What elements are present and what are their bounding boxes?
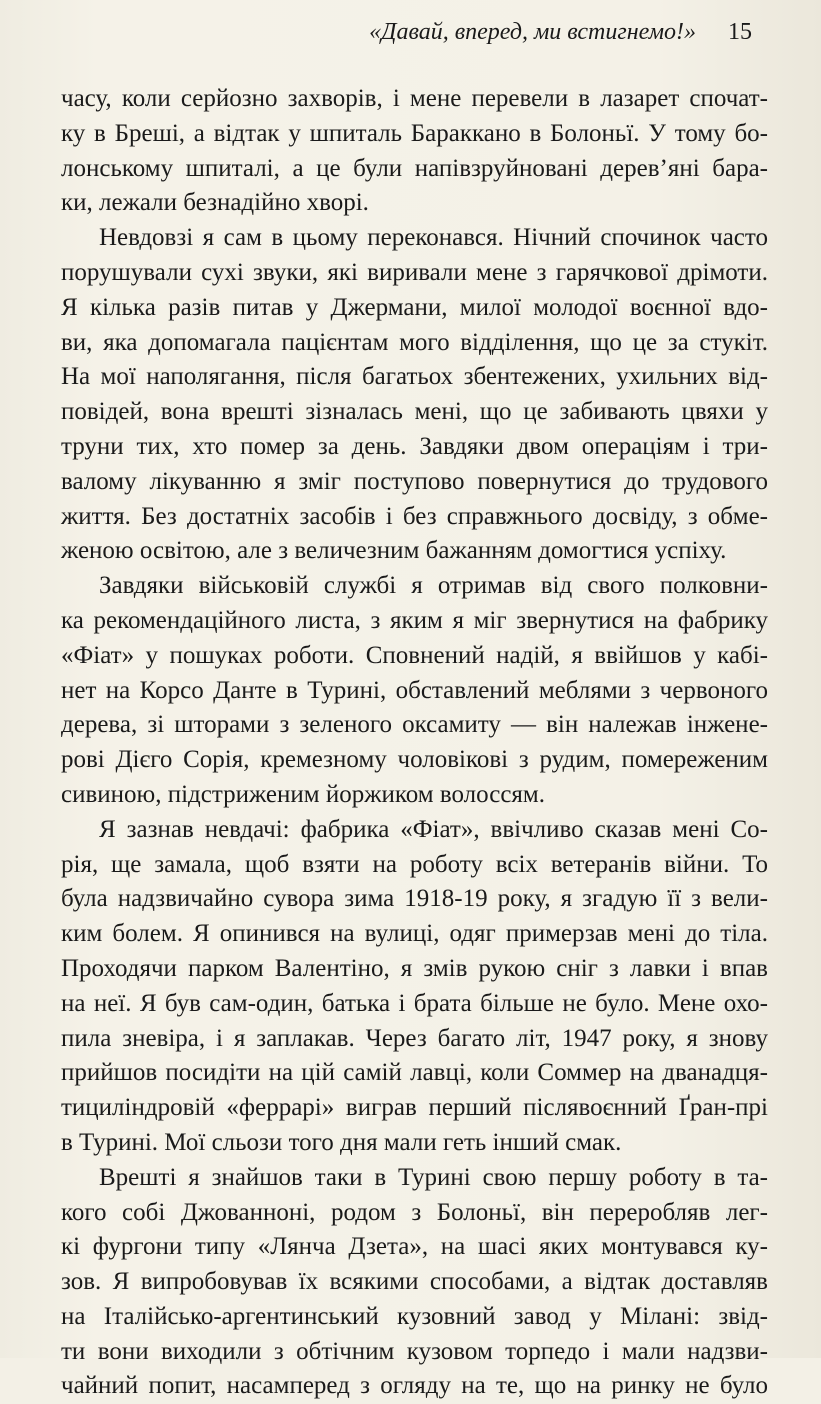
text-line: ти вони виходили з обтічним кузовом торпедо і мали надзви- xyxy=(61,1337,768,1365)
text-line: валому лікуванню я зміг поступово повернутися до трудового xyxy=(61,467,768,495)
paragraph-2 xyxy=(61,221,768,569)
text-line: на неї. Я був сам-один, батька і брата більше не було. Мене охо- xyxy=(61,989,768,1017)
text-line: Врешті я знайшов таки в Турині свою першу роботу в та- xyxy=(99,1163,768,1191)
paragraph-4 xyxy=(61,813,768,1161)
text-line: пила зневіра, і я заплакав. Через багато літ, 1947 року, я знову xyxy=(61,1024,768,1052)
text-line: ка рекомендаційного листа, з яким я міг звернутися на фабрику xyxy=(61,606,768,634)
text-line: кого собі Джованноні, родом з Болоньї, він переробляв лег- xyxy=(61,1198,768,1226)
text-line: зов. Я випробовував їх всякими способами, а відтак доставляв xyxy=(61,1268,768,1296)
text-line: лонському шпиталі, а це були напівзруйновані дерев’яні бара- xyxy=(61,154,768,182)
text-line: була надзвичайно сувора зима 1918-19 року, я згадую її з вели- xyxy=(61,885,768,913)
text-line: повідей, вона врешті зізналась мені, що це забивають цвяхи у xyxy=(61,398,768,426)
text-line: прийшов посидіти на цій самій лавці, коли Соммер на дванадця- xyxy=(61,1059,768,1087)
running-header xyxy=(0,16,752,48)
text-line: тициліндровій «феррарі» виграв перший післявоєнний Ґран-прі xyxy=(61,1094,768,1122)
text-line: сивиною, підстриженим йоржиком волоссям. xyxy=(61,780,545,808)
text-line: На мої наполягання, після багатьох збентежених, ухильних від- xyxy=(61,363,768,391)
text-line: рія, ще замала, щоб взяти на роботу всіх ветеранів війни. То xyxy=(61,850,768,878)
text-line: «Фіат» у пошуках роботи. Сповнений надій, я ввійшов у кабі- xyxy=(61,641,768,669)
text-line: на Італійсько-аргентинський кузовний завод у Мілані: звід- xyxy=(61,1302,768,1330)
text-line: порушували сухі звуки, які виривали мене з гарячкової дрімоти. xyxy=(61,258,768,286)
page-number: 15 xyxy=(728,19,752,45)
text-line: труни тих, хто помер за день. Завдяки двом операціям і три- xyxy=(61,432,768,460)
text-line: Завдяки військовій службі я отримав від свого полковни- xyxy=(99,572,768,600)
text-line: ви, яка допомагала пацієнтам мого відділення, що це за стукіт. xyxy=(61,328,768,356)
body-text xyxy=(61,82,768,1404)
running-title: «Давай, вперед, ми встигнемо!» xyxy=(369,19,696,45)
paragraph-3 xyxy=(61,569,768,813)
text-line: дерева, зі шторами з зеленого оксамиту — він належав інжене- xyxy=(61,711,768,739)
text-line: Проходячи парком Валентіно, я змів рукою сніг з лавки і впав xyxy=(61,954,768,982)
text-line: кі фургони типу «Лянча Дзета», на шасі яких монтувався ку- xyxy=(61,1233,768,1261)
text-line: Невдовзі я сам в цьому переконався. Нічний спочинок часто xyxy=(99,224,768,252)
text-line: ки, лежали безнадійно хворі. xyxy=(61,189,369,217)
text-line: ким болем. Я опинився на вулиці, одяг примерзав мені до тіла. xyxy=(61,920,768,948)
text-line: ку в Бреші, а відтак у шпиталь Бараккано в Болоньї. У тому бо- xyxy=(61,119,768,147)
text-line: часу, коли серйозно захворів, і мене перевели в лазарет спочат- xyxy=(61,85,768,112)
text-line: рові Дієго Сорія, кремезному чоловікові з рудим, помереженим xyxy=(61,746,768,774)
paragraph-5 xyxy=(61,1161,768,1404)
text-line: Я кілька разів питав у Джермани, милої молодої воєнної вдо- xyxy=(61,293,768,321)
text-line: нет на Корсо Данте в Турині, обставлений меблями з червоного xyxy=(61,676,768,704)
text-line: чайний попит, насамперед з огляду на те, що на ринку не було xyxy=(61,1372,768,1400)
text-line: женою освітою, але з величезним бажанням домогтися успіху. xyxy=(61,537,727,565)
paragraph-1 xyxy=(61,82,768,221)
text-line: Я зазнав невдачі: фабрика «Фіат», ввічливо сказав мені Со- xyxy=(99,815,768,843)
text-line: в Турині. Мої сльози того дня мали геть інший смак. xyxy=(61,1128,622,1156)
text-line: життя. Без достатніх засобів і без справжнього досвіду, з обме- xyxy=(61,502,768,530)
